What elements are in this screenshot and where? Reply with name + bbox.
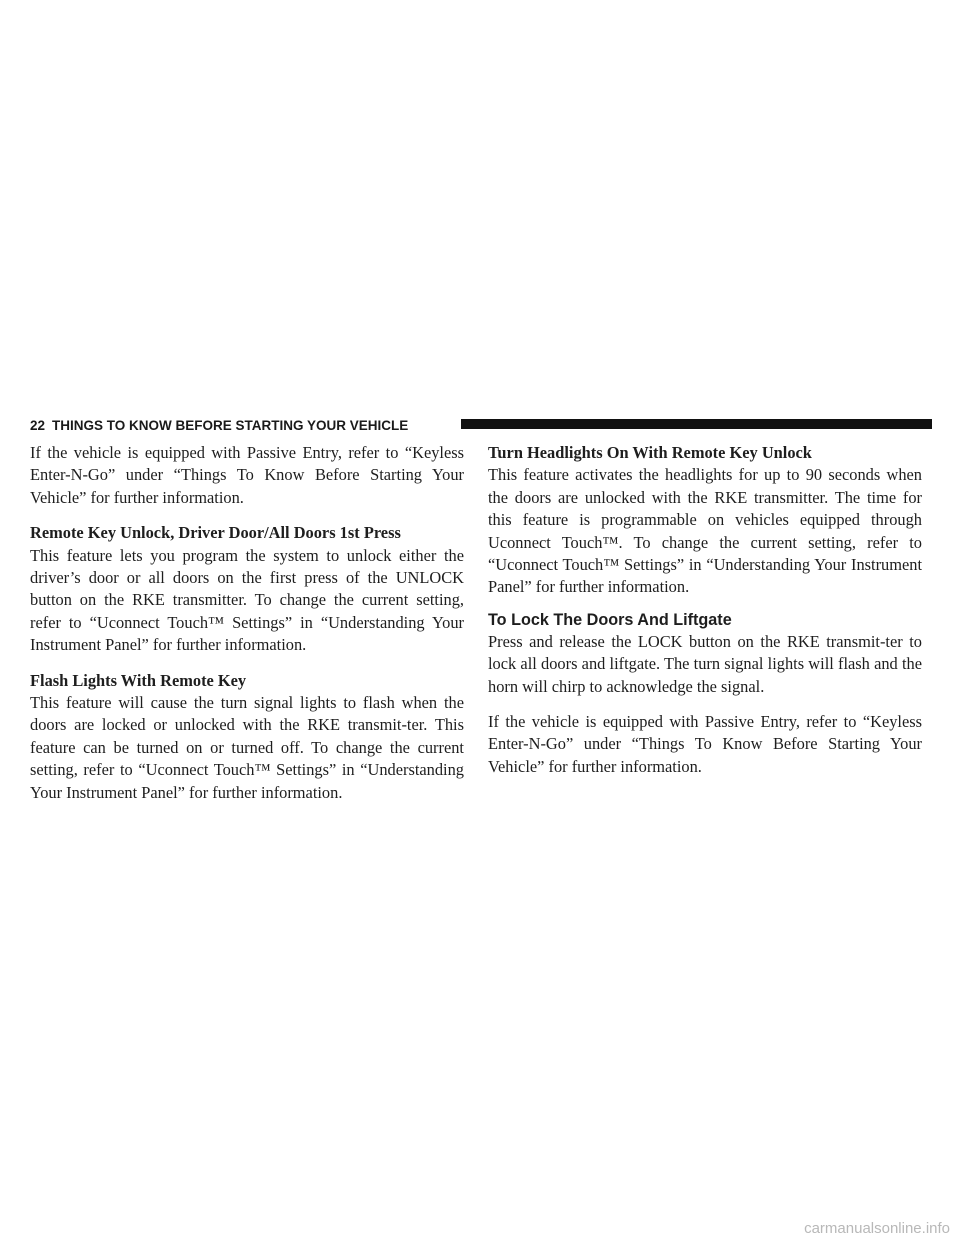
flash-lights-body: This feature will cause the turn signal lights to flash when the doors are locked or unlocked with the RKE transmit-ter. This feature can be turned on or turned off. To change the current setting, refer to “Uconnect Touch™ Settings” in “Understanding Your Instrument Panel” for further information. <box>30 693 464 802</box>
lock-doors-body: Press and release the LOCK button on the RKE transmit-ter to lock all doors and liftgate. The turn signal lights will flash and the horn will chirp to acknowledge the signal. <box>488 631 922 696</box>
page-number: 22 <box>30 418 46 433</box>
passive-entry-paragraph-right: If the vehicle is equipped with Passive Entry, refer to “Keyless Enter-N-Go” under “Things To Know Before Starting Your Vehicle” for further information. <box>488 712 922 776</box>
running-title: THINGS TO KNOW BEFORE STARTING YOUR VEHICLE <box>52 418 409 433</box>
watermark: carmanualsonline.info <box>804 1220 950 1237</box>
header-rule <box>461 419 932 429</box>
remote-unlock-body: This feature lets you program the system to unlock either the driver’s door or all doors on the first press of the UNLOCK button on the RKE transmitter. To change the current setting, refer to “Uconnect Touch™ Settings” in “Understanding Your Instrument Panel” for further information. <box>30 545 464 655</box>
page-header <box>30 416 932 436</box>
flash-lights-heading: Flash Lights With Remote Key <box>30 670 247 690</box>
remote-unlock-heading: Remote Key Unlock, Driver Door/All Doors 1st Press <box>30 523 401 543</box>
headlights-heading: Turn Headlights On With Remote Key Unlock <box>488 443 812 462</box>
lock-doors-heading: To Lock The Doors And Liftgate <box>488 610 732 629</box>
headlights-body: This feature activates the headlights for up to 90 seconds when the doors are unlocked with the RKE transmitter. The time for this feature is programmable on vehicles equipped through Uconnect Touch™. To change the current setting, refer to “Uconnect Touch™ Settings” in “Understanding Your Instrument Panel” for further information. <box>488 465 922 597</box>
left-column <box>30 442 464 804</box>
passive-entry-paragraph: If the vehicle is equipped with Passive Entry, refer to “Keyless Enter-N-Go” under “Things To Know Before Starting Your Vehicle” for further information. <box>30 443 464 507</box>
right-column <box>488 442 922 778</box>
